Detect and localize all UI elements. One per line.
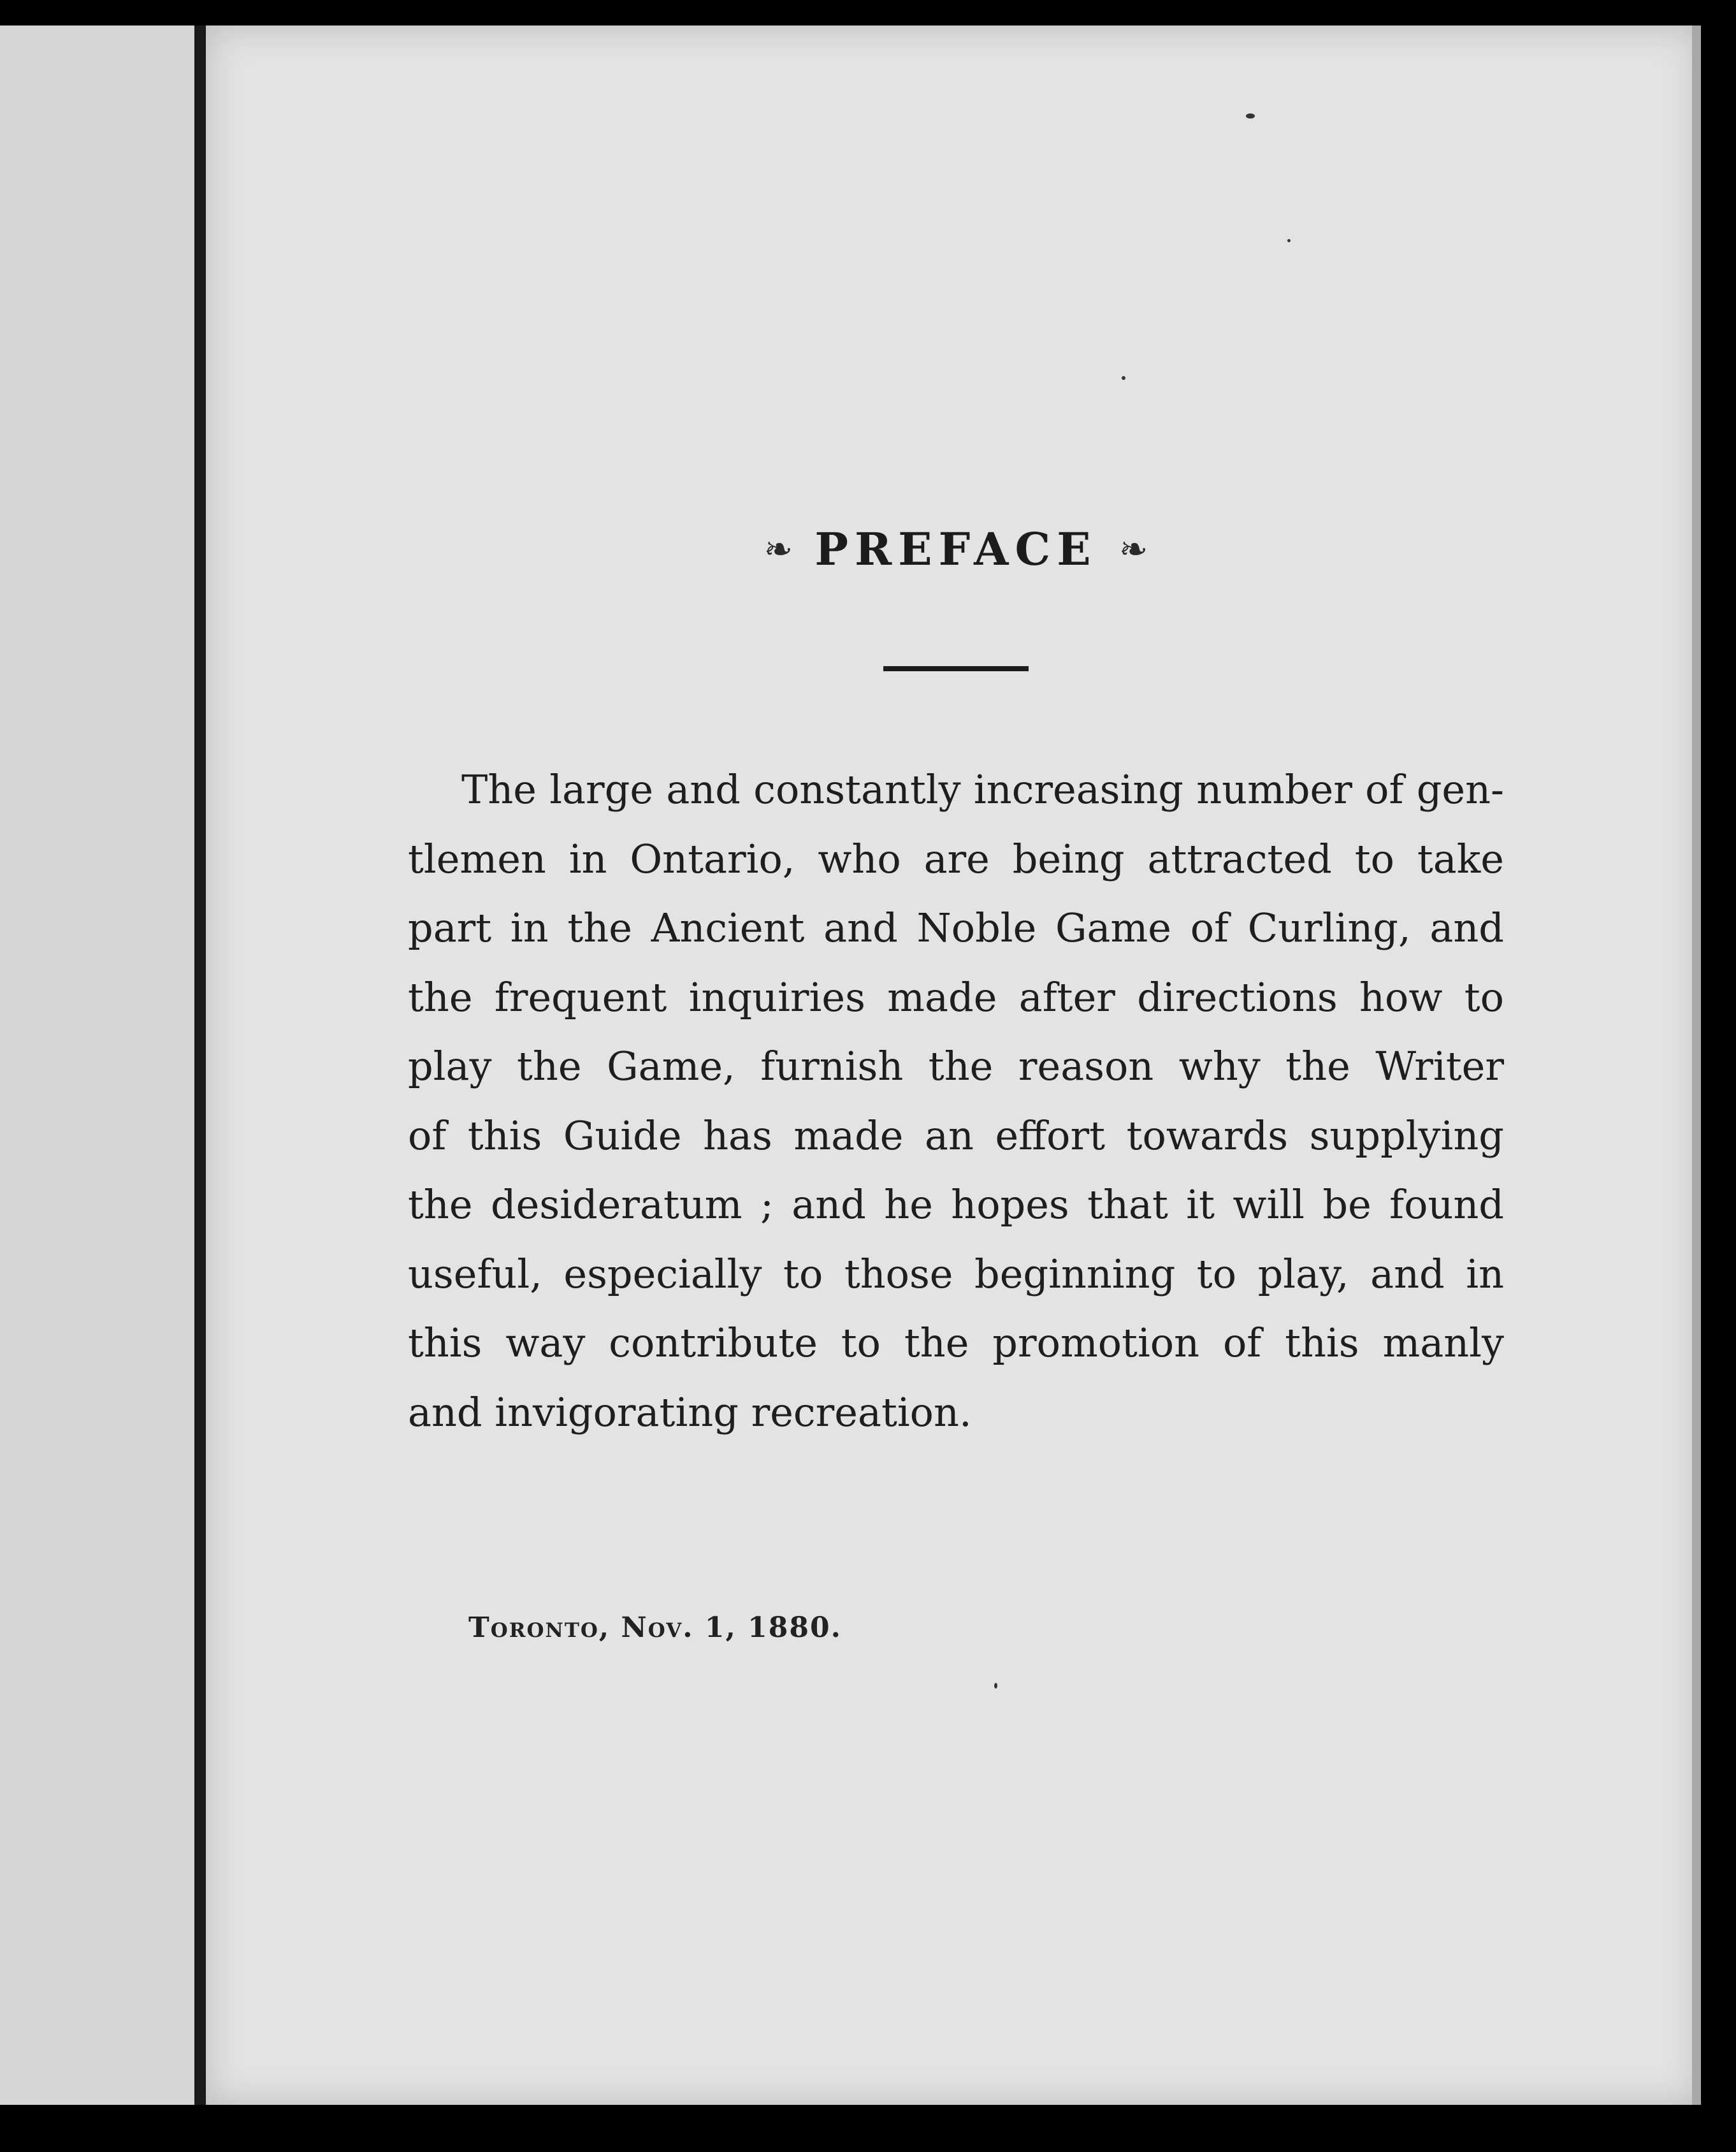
heading-text: PREFACE bbox=[814, 523, 1097, 576]
dust-speck bbox=[994, 1683, 997, 1689]
paragraph-line: The large and constantly increasing number of gen- bbox=[461, 766, 1504, 813]
paragraph-line: and invigorating recreation. bbox=[408, 1388, 972, 1436]
paragraph-line: the frequent inquiries made after directions how to bbox=[408, 973, 1504, 1021]
dust-speck bbox=[1287, 239, 1291, 242]
page-edge bbox=[1692, 25, 1701, 2105]
heading-divider bbox=[883, 666, 1029, 671]
book-gutter bbox=[194, 25, 206, 2105]
left-ornament-icon: ❧ bbox=[763, 529, 793, 569]
paragraph-line: of this Guide has made an effort towards supplying bbox=[408, 1112, 1504, 1159]
paragraph-line: play the Game, furnish the reason why the Writer bbox=[408, 1043, 1504, 1089]
paragraph-line: useful, especially to those beginning to play, and in bbox=[408, 1250, 1504, 1297]
dust-speck bbox=[1246, 113, 1255, 119]
preface-paragraph bbox=[408, 755, 1504, 1447]
dust-speck bbox=[1122, 376, 1125, 380]
dateline: Toronto, Nov. 1, 1880. bbox=[468, 1611, 842, 1644]
right-ornament-icon: ❧ bbox=[1118, 529, 1148, 569]
paragraph-line: tlemen in Ontario, who are being attracted to take bbox=[408, 835, 1504, 882]
paragraph-line: this way contribute to the promotion of this manly bbox=[408, 1320, 1504, 1366]
paragraph-line: the desideratum ; and he hopes that it will be found bbox=[408, 1181, 1504, 1228]
facing-page-strip bbox=[0, 25, 194, 2105]
paragraph-line: part in the Ancient and Noble Game of Curling, and bbox=[408, 905, 1504, 951]
preface-heading bbox=[733, 523, 1179, 576]
